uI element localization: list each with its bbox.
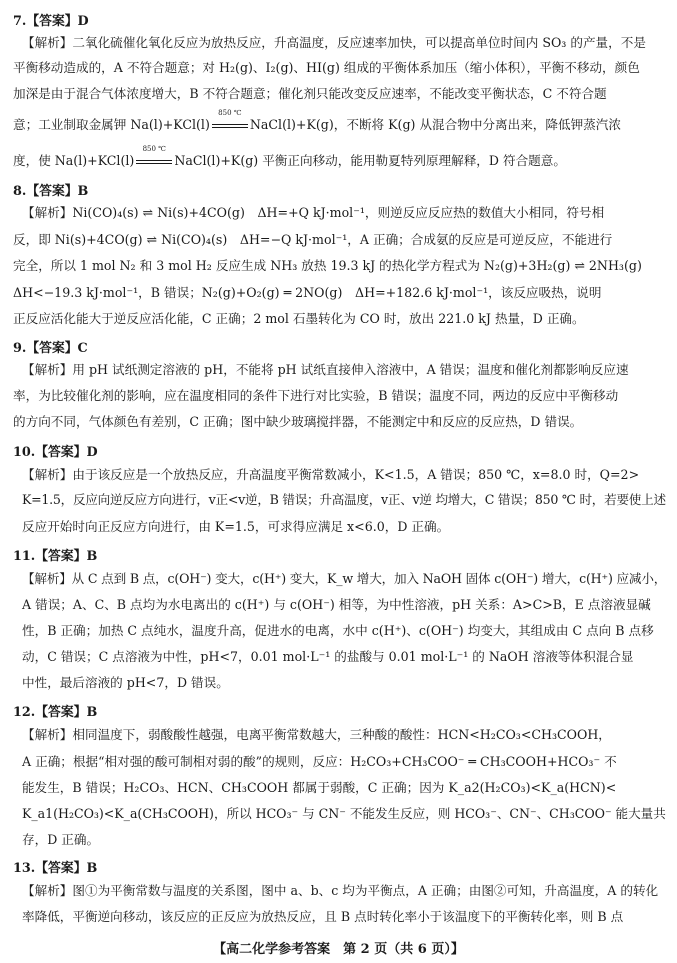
q7-line-2: 平衡移动造成的，A 不符合题意；对 H₂(g)、I₂(g)、HI(g) 组成的平衡体系加压（缩小体积），平衡不移动，颜色 xyxy=(13,60,640,75)
q7-line-3: 加深是由于混合气体浓度增大，B 不符合题意；催化剂只能改变反应速率，不能改变平衡状态，C 不符合题 xyxy=(13,86,607,101)
q7-line-4 xyxy=(13,109,621,133)
q9-line-3: 的方向不同，气体颜色有差别，C 正确；图中缺少玻璃搅拌器，不能测定中和反应的反应热，D 错误。 xyxy=(13,414,583,429)
reaction-condition: 850 ℃ xyxy=(142,145,167,153)
q10-line-1: 【解析】由于该反应是一个放热反应，升高温度平衡常数减小，K<1.5，A 错误；850 ℃，x=8.0 时，Q=2> xyxy=(22,467,640,482)
equilibrium-arrow-850 xyxy=(210,109,250,133)
q11-line-2: A 错误；A、C、B 点均为水电离出的 c(H⁺) 与 c(OH⁻) 相等，为中性溶液，pH 关系：A>C>B，E 点溶液显碱 xyxy=(22,597,651,612)
q12-line-2: A 正确；根据“相对强的酸可制相对弱的酸”的规则，反应：H₂CO₃+CH₃COO⁻ ═ CH₃COOH+HCO₃⁻ 不 xyxy=(22,754,617,769)
q11-answer-header: 11.【答案】B xyxy=(13,549,98,564)
q7-line-4-pre: 意；工业制取金属钾 Na(l)+KCl(l) xyxy=(13,117,210,132)
q9-line-1: 【解析】用 pH 试纸测定溶液的 pH，不能将 pH 试纸直接伸入溶液中，A 错误；温度和催化剂都影响反应速 xyxy=(22,362,629,377)
reaction-condition: 850 ℃ xyxy=(218,109,242,117)
q7-line-5-pre: 度，使 Na(l)+KCl(l) xyxy=(13,153,135,168)
q13-answer-header: 13.【答案】B xyxy=(13,861,98,876)
q12-answer-header: 12.【答案】B xyxy=(13,705,98,720)
q12-line-3: 能发生，B 错误；H₂CO₃、HCN、CH₃COOH 都属于弱酸，C 正确；因为 K_a2(H₂CO₃)<K_a(HCN)< xyxy=(22,780,617,795)
q8-answer-header: 8.【答案】B xyxy=(13,184,89,199)
q9-answer-header: 9.【答案】C xyxy=(13,341,88,356)
page-footer: 【高二化学参考答案 第 2 页（共 6 页）】 xyxy=(213,942,464,957)
q8-line-2: 反，即 Ni(s)+4CO(g) ⇌ Ni(CO)₄(s) ΔH=−Q kJ·mol⁻¹，A 正确；合成氨的反应是可逆反应，不能进行 xyxy=(13,232,613,247)
q7-line-5-post: NaCl(l)+K(g) 平衡正向移动，能用勒夏特列原理解释，D 符合题意。 xyxy=(174,153,566,168)
q12-line-5: 存，D 正确。 xyxy=(22,832,100,847)
q7-line-1: 【解析】二氧化硫催化氧化反应为放热反应，升高温度，反应速率加快，可以提高单位时间内 SO₃ 的产量，不是 xyxy=(22,35,646,50)
q9-line-2: 率，为比较催化剂的影响，应在温度相同的条件下进行对比实验，B 错误；温度不同，两边的反应中平衡移动 xyxy=(13,388,619,403)
q7-line-4-post: NaCl(l)+K(g)，不断将 K(g) 从混合物中分离出来，降低钾蒸汽浓 xyxy=(249,117,621,132)
q13-line-2: 率降低，平衡逆向移动，该反应的正反应为放热反应，且 B 点时转化率小于该温度下的平衡转化率，则 B 点 xyxy=(22,909,624,924)
q11-line-1: 【解析】从 C 点到 B 点，c(OH⁻) 变大，c(H⁺) 变大，K_w 增大，加入 NaOH 固体 c(OH⁻) 增大，c(H⁺) 应减小， xyxy=(22,571,667,586)
q10-line-2: K=1.5，反应向逆反应方向进行，v正<v逆，B 错误；升高温度，v正、v逆 均增大，C 错误；850 ℃ 时，若要使上述 xyxy=(22,492,666,507)
q8-line-5: 正反应活化能大于逆反应活化能，C 正确；2 mol 石墨转化为 CO 时，放出 221.0 kJ 热量，D 正确。 xyxy=(13,311,585,326)
q8-line-1: 【解析】Ni(CO)₄(s) ⇌ Ni(s)+4CO(g) ΔH=+Q kJ·mol⁻¹，则逆反应反应热的数值大小相同，符号相 xyxy=(22,205,605,220)
equilibrium-arrow-850 xyxy=(134,145,174,169)
q7-line-5 xyxy=(13,145,566,169)
q10-line-3: 反应开始时向正反应方向进行，由 K=1.5，可求得应满足 x<6.0，D 正确。 xyxy=(22,519,450,534)
q12-line-1: 【解析】相同温度下，弱酸酸性越强，电离平衡常数越大，三种酸的酸性：HCN<H₂CO₃<CH₃COOH， xyxy=(22,727,611,742)
q11-line-4: 动，C 错误；C 点溶液为中性，pH<7，0.01 mol·L⁻¹ 的盐酸与 0.01 mol·L⁻¹ 的 NaOH 溶液等体积混合显 xyxy=(22,649,634,664)
q10-answer-header: 10.【答案】D xyxy=(13,445,98,460)
q8-line-4: ΔH<−19.3 kJ·mol⁻¹，B 错误；N₂(g)+O₂(g) ═ 2NO(g) ΔH=+182.6 kJ·mol⁻¹，该反应吸热，说明 xyxy=(13,285,602,300)
q12-line-4: K_a1(H₂CO₃)<K_a(CH₃COOH)，所以 HCO₃⁻ 与 CN⁻ 不能发生反应，则 HCO₃⁻、CN⁻、CH₃COO⁻ 能大量共 xyxy=(22,806,666,821)
q7-answer-header: 7.【答案】D xyxy=(13,14,89,29)
q8-line-3: 完全，所以 1 mol N₂ 和 3 mol H₂ 反应生成 NH₃ 放热 19.3 kJ 的热化学方程式为 N₂(g)+3H₂(g) ⇌ 2NH₃(g) xyxy=(13,258,642,273)
q13-line-1: 【解析】图①为平衡常数与温度的关系图，图中 a、b、c 均为平衡点，A 正确；由图②可知，升高温度，A 的转化 xyxy=(22,883,659,898)
q11-line-5: 中性，最后溶液的 pH<7，D 错误。 xyxy=(22,675,229,690)
q11-line-3: 性，B 正确；加热 C 点纯水，温度升高，促进水的电离，水中 c(H⁺)、c(OH⁻) 均变大，其组成由 C 点向 B 点移 xyxy=(22,623,654,638)
